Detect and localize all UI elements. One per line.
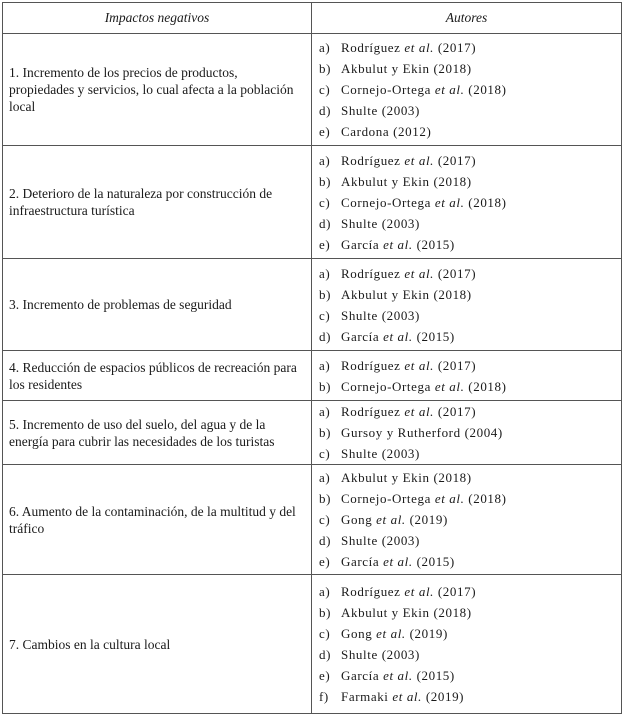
author-etal: et al.: [376, 512, 406, 527]
author-list: [319, 467, 615, 572]
author-letter: c): [319, 307, 331, 323]
author-name: Rodríguez: [341, 584, 401, 599]
author-item: [319, 443, 615, 464]
author-etal: et al.: [404, 404, 435, 419]
author-letter: d): [319, 103, 332, 118]
author-name: Shulte: [341, 647, 378, 662]
author-name: Shulte: [341, 215, 378, 231]
author-etal: et al.: [404, 357, 435, 373]
authors-cell: [312, 259, 622, 351]
author-year: (2019): [409, 512, 448, 527]
author-etal: et al.: [404, 584, 435, 599]
author-year: (2003): [381, 215, 420, 231]
author-letter: d): [319, 215, 332, 231]
author-year: (2015): [416, 554, 455, 569]
author-name: Rodríguez: [341, 404, 401, 419]
author-list: [319, 581, 615, 707]
author-letter: d): [319, 647, 332, 662]
author-item: [319, 121, 615, 142]
author-item: [319, 551, 615, 572]
author-etal: et al.: [383, 554, 413, 569]
author-year: (2018): [433, 61, 472, 76]
author-name: Rodríguez: [341, 40, 401, 55]
author-item: [319, 488, 615, 509]
author-item: [319, 355, 615, 376]
author-name: García: [341, 668, 380, 683]
author-item: [319, 686, 615, 707]
authors-cell: [312, 465, 622, 575]
table-row: [3, 465, 622, 575]
author-item: [319, 623, 615, 644]
author-year: (2003): [381, 647, 420, 662]
table-row: [3, 575, 622, 714]
author-list: [319, 37, 615, 142]
author-etal: et al.: [434, 82, 465, 97]
author-name: Rodríguez: [341, 265, 401, 281]
authors-cell: [312, 575, 622, 714]
author-etal: et al.: [404, 152, 435, 168]
author-item: [319, 150, 615, 171]
author-item: [319, 213, 615, 234]
table-row: [3, 146, 622, 259]
authors-cell: [312, 146, 622, 259]
table-row: [3, 351, 622, 401]
author-name: Cornejo-Ortega: [341, 194, 431, 210]
author-letter: b): [319, 173, 332, 189]
author-list: [319, 263, 615, 347]
author-name: Cornejo-Ortega: [341, 82, 431, 97]
author-name: Akbulut y Ekin: [341, 470, 430, 485]
author-name: Shulte: [341, 307, 378, 323]
author-year: (2019): [425, 689, 465, 704]
impact-cell: 3. Incremento de problemas de seguridad: [3, 259, 312, 351]
author-year: (2017): [437, 404, 477, 419]
author-item: [319, 58, 615, 79]
author-year: (2003): [381, 307, 420, 323]
author-name: Shulte: [341, 533, 378, 548]
author-year: (2017): [437, 265, 477, 281]
author-etal: et al.: [383, 668, 413, 683]
author-item: [319, 467, 615, 488]
author-item: [319, 530, 615, 551]
author-letter: e): [319, 236, 331, 252]
author-name: Rodríguez: [341, 357, 401, 373]
impact-cell: 1. Incremento de los precios de productos, propiedades y servicios, lo cual afecta a la población local: [3, 34, 312, 146]
table-row: [3, 401, 622, 465]
impact-cell: 4. Reducción de espacios públicos de recreación para los residentes: [3, 351, 312, 401]
table-row: [3, 34, 622, 146]
author-year: (2018): [468, 491, 507, 506]
author-name: Rodríguez: [341, 152, 401, 168]
author-list: [319, 355, 615, 397]
author-etal: et al.: [376, 626, 406, 641]
author-name: Akbulut y Ekin: [341, 605, 430, 620]
authors-cell: [312, 401, 622, 465]
author-letter: c): [319, 626, 331, 641]
author-letter: e): [319, 554, 331, 569]
author-name: Shulte: [341, 103, 378, 118]
author-year: (2017): [437, 357, 477, 373]
author-year: (2003): [381, 446, 420, 461]
author-item: [319, 305, 615, 326]
author-letter: b): [319, 378, 332, 394]
author-name: García: [341, 554, 380, 569]
author-item: [319, 100, 615, 121]
author-year: (2015): [416, 328, 455, 344]
table-row: [3, 259, 622, 351]
author-letter: e): [319, 124, 331, 139]
author-item: [319, 665, 615, 686]
author-letter: d): [319, 328, 332, 344]
author-list: [319, 401, 615, 464]
author-etal: et al.: [392, 689, 422, 704]
header-authors: Autores: [312, 3, 622, 34]
author-letter: b): [319, 425, 332, 440]
impact-cell: 5. Incremento de uso del suelo, del agua y de la energía para cubrir las necesidades de los turistas: [3, 401, 312, 465]
author-year: (2018): [468, 194, 507, 210]
author-item: [319, 79, 615, 100]
author-letter: b): [319, 605, 332, 620]
author-letter: f): [319, 689, 329, 704]
author-letter: a): [319, 404, 331, 419]
author-name: Gong: [341, 512, 373, 527]
author-item: [319, 581, 615, 602]
author-name: Cornejo-Ortega: [341, 491, 431, 506]
author-year: (2004): [464, 425, 503, 440]
authors-cell: [312, 351, 622, 401]
author-item: [319, 37, 615, 58]
author-name: Akbulut y Ekin: [341, 286, 430, 302]
author-year: (2003): [381, 533, 420, 548]
author-letter: a): [319, 357, 331, 373]
author-item: [319, 234, 615, 255]
author-letter: e): [319, 668, 331, 683]
author-item: [319, 401, 615, 422]
impact-cell: 2. Deterioro de la naturaleza por construcción de infraestructura turística: [3, 146, 312, 259]
author-year: (2018): [433, 470, 472, 485]
author-etal: et al.: [434, 194, 465, 210]
author-name: Gursoy y Rutherford: [341, 425, 461, 440]
author-item: [319, 326, 615, 347]
impact-cell: 7. Cambios en la cultura local: [3, 575, 312, 714]
author-letter: a): [319, 265, 331, 281]
author-letter: c): [319, 82, 331, 97]
author-year: (2017): [437, 40, 477, 55]
authors-cell: [312, 34, 622, 146]
author-year: (2018): [468, 82, 507, 97]
author-letter: a): [319, 40, 331, 55]
author-letter: c): [319, 194, 331, 210]
author-letter: b): [319, 491, 332, 506]
author-letter: a): [319, 584, 331, 599]
author-etal: et al.: [383, 328, 413, 344]
author-etal: et al.: [434, 378, 465, 394]
header-row: [3, 3, 622, 34]
author-letter: b): [319, 61, 332, 76]
table-body: [3, 34, 622, 714]
author-etal: et al.: [404, 40, 435, 55]
author-name: Farmaki: [341, 689, 389, 704]
author-year: (2019): [409, 626, 448, 641]
author-item: [319, 509, 615, 530]
author-year: (2018): [468, 378, 507, 394]
author-name: Gong: [341, 626, 373, 641]
author-item: [319, 171, 615, 192]
author-name: García: [341, 328, 380, 344]
author-name: Akbulut y Ekin: [341, 61, 430, 76]
author-year: (2017): [437, 584, 477, 599]
author-year: (2015): [416, 668, 455, 683]
author-list: [319, 150, 615, 255]
author-item: [319, 192, 615, 213]
impact-cell: 6. Aumento de la contaminación, de la multitud y del tráfico: [3, 465, 312, 575]
author-letter: a): [319, 470, 331, 485]
author-etal: et al.: [383, 236, 413, 252]
author-letter: c): [319, 446, 331, 461]
author-item: [319, 284, 615, 305]
author-letter: d): [319, 533, 332, 548]
author-year: (2003): [381, 103, 420, 118]
author-item: [319, 644, 615, 665]
author-name: Akbulut y Ekin: [341, 173, 430, 189]
author-name: Shulte: [341, 446, 378, 461]
author-etal: et al.: [404, 265, 435, 281]
author-year: (2018): [433, 173, 472, 189]
author-name: Cornejo-Ortega: [341, 378, 431, 394]
author-year: (2015): [416, 236, 455, 252]
header-impacts: Impactos negativos: [3, 3, 312, 34]
author-name: Cardona: [341, 124, 390, 139]
author-letter: b): [319, 286, 332, 302]
author-item: [319, 376, 615, 397]
author-letter: c): [319, 512, 331, 527]
author-year: (2018): [433, 605, 472, 620]
author-year: (2012): [393, 124, 432, 139]
author-item: [319, 422, 615, 443]
author-letter: a): [319, 152, 331, 168]
impacts-table: [2, 2, 622, 714]
author-etal: et al.: [434, 491, 465, 506]
author-year: (2017): [437, 152, 477, 168]
author-item: [319, 602, 615, 623]
author-name: García: [341, 236, 380, 252]
author-year: (2018): [433, 286, 472, 302]
author-item: [319, 263, 615, 284]
